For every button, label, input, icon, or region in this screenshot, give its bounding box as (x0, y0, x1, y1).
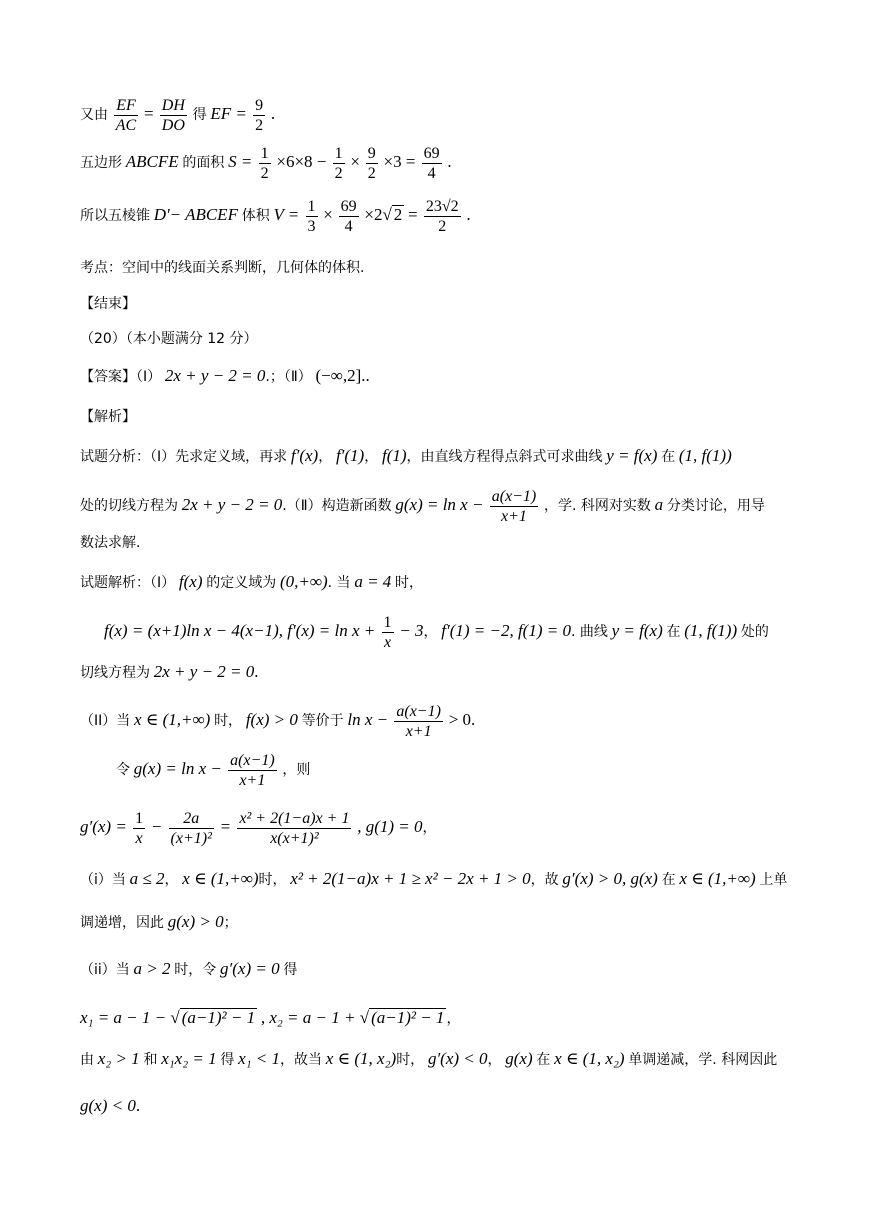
denominator: AC (115, 116, 137, 134)
math: g′(x) = (80, 817, 132, 837)
denominator: x(x+1)² (237, 828, 351, 848)
fraction (333, 145, 345, 182)
math: f′(1) (335, 446, 365, 465)
math: × (350, 152, 360, 172)
numerator: 23√2 (425, 198, 459, 215)
text: 切线方程为 (80, 665, 150, 681)
numerator: 69 (340, 198, 357, 215)
text: （i）当 (80, 872, 126, 888)
text: 得 (220, 1052, 235, 1068)
denominator: 2 (424, 216, 461, 236)
fraction (424, 198, 461, 235)
line-part2-3 (80, 810, 436, 847)
fraction (366, 145, 378, 182)
math: , x₂ = a − 1 + (260, 1008, 360, 1027)
text: 时， (396, 1052, 425, 1068)
text: 【答案】（Ⅰ） (80, 369, 162, 385)
math: a > 2 (133, 959, 171, 978)
math: √ (359, 1008, 370, 1027)
text: ，由直线方程得点斜式可求曲线 (406, 449, 603, 465)
denominator: x (133, 828, 145, 848)
text: 体积 (241, 208, 270, 225)
math: × (323, 205, 333, 225)
math: f′(1) = −2, f(1) = 0 (441, 621, 571, 641)
numerator: 1 (307, 198, 316, 215)
numerator: 1 (260, 145, 269, 162)
text: ， (422, 820, 437, 837)
numerator: 9 (367, 145, 376, 162)
math: ×3 = (383, 152, 420, 172)
denominator: (x+1)² (170, 829, 212, 847)
denominator: 4 (339, 216, 359, 236)
denominator: 3 (307, 217, 316, 235)
text: 处的切线方程为 (80, 498, 178, 515)
text: ， (364, 449, 379, 465)
text: ，学. 科网对实数 (544, 498, 651, 515)
line-pentagon-area (80, 145, 452, 182)
math: g(x) < 0 (80, 1096, 136, 1115)
text: 五边形 (80, 155, 122, 172)
line-solution-2 (104, 614, 769, 651)
math: a = 4 (354, 572, 392, 591)
text: . (135, 1096, 141, 1115)
line-case-i (80, 870, 787, 888)
denominator: 2 (367, 164, 376, 182)
math: ABCFE (125, 152, 179, 172)
math: ln x − (347, 710, 393, 730)
numerator: 9 (255, 97, 264, 114)
text: . (254, 662, 259, 681)
fraction (339, 198, 359, 235)
denominator: x (382, 632, 394, 652)
text: （II）当 (80, 713, 131, 730)
text: 单调递减，学. 科网因此 (628, 1052, 778, 1068)
sqrt-radicand: (a−1)² − 1 (371, 1008, 445, 1027)
numerator: 2a (183, 810, 200, 827)
line-analysis-3: 数法求解. (80, 535, 141, 551)
text: ，故当 (280, 1052, 323, 1068)
math: √ (382, 205, 392, 225)
line-analysis-1 (80, 447, 732, 465)
text: 得 (283, 962, 298, 978)
text: ， (446, 1011, 461, 1027)
text: 的定义域为 (206, 575, 277, 591)
math: D'− ABCEF (153, 205, 238, 225)
math: . (270, 104, 276, 124)
denominator: 2 (334, 164, 343, 182)
text: 处的 (740, 624, 769, 641)
text: ， (318, 449, 333, 465)
math: x₁ < 1 (238, 1049, 281, 1068)
math: 2x + y − 2 = 0 (164, 366, 266, 385)
math: (0,+∞) (279, 572, 328, 591)
numerator: a(x−1) (396, 703, 441, 720)
fraction (114, 97, 138, 134)
text: 在 (661, 872, 676, 888)
line-end-marker: 【结束】 (80, 296, 136, 312)
text: .. (361, 366, 370, 385)
denominator: 2 (260, 164, 269, 182)
text: . 曲线 (570, 624, 608, 641)
text: 时， (395, 575, 424, 591)
text: 令 (116, 762, 130, 779)
line-solution-3 (80, 663, 259, 681)
text: 分类讨论，用导 (666, 498, 765, 515)
text: ， (164, 872, 179, 888)
text: 上单 (759, 872, 788, 888)
math: x ∈ (1,+∞) (134, 710, 211, 730)
numerator: 1 (135, 810, 144, 827)
math: x ∈ (1, x₂) (554, 1049, 625, 1068)
text: 和 (143, 1052, 158, 1068)
line-conclusion (80, 1050, 777, 1068)
math: f′(x) (290, 446, 319, 465)
math: g(x) (505, 1049, 533, 1068)
math: ×6×8 − (276, 152, 331, 172)
math: (1, f(1)) (684, 621, 738, 641)
text: 等价于 (301, 713, 344, 730)
math: g(x) = ln x − (395, 495, 488, 515)
line-final (80, 1097, 140, 1115)
fraction (133, 810, 145, 847)
denominator: 4 (422, 163, 442, 183)
text: .（Ⅱ）构造新函数 (282, 498, 392, 515)
text: . 当 (327, 575, 351, 591)
text: 时， (214, 713, 243, 730)
fraction (160, 97, 187, 134)
math: x ∈ (1, x₂) (325, 1049, 397, 1068)
math: . (466, 205, 471, 225)
numerator: DH (161, 97, 185, 114)
line-part2-2 (116, 752, 310, 789)
text: ， (487, 1052, 502, 1068)
math: EF = (210, 104, 252, 124)
line-case-ii (80, 960, 297, 978)
fraction (394, 703, 443, 740)
math: g′(x) < 0 (427, 1049, 488, 1068)
fraction (259, 145, 271, 182)
denominator: x+1 (228, 770, 277, 790)
line-analysis-2 (80, 488, 765, 525)
text: 在 (666, 624, 681, 641)
fraction (382, 614, 394, 651)
text: 又由 (80, 107, 108, 124)
numerator: x² + 2(1−a)x + 1 (239, 810, 350, 827)
math: x₂ > 1 (97, 1049, 140, 1068)
math: V = (273, 205, 304, 225)
line-case-i-2 (80, 913, 238, 931)
text: 在 (661, 449, 676, 465)
math: y = f(x) (611, 621, 663, 641)
text: 试题解析：（Ⅰ） (80, 575, 176, 591)
text: 试题分析：（Ⅰ）先求定义域，再求 (80, 449, 288, 465)
math: f(1) (381, 446, 407, 465)
line-knowledge-point: 考点：空间中的线面关系判断，几何体的体积. (80, 260, 365, 276)
numerator: a(x−1) (230, 752, 275, 769)
text: 的面积 (182, 155, 225, 172)
line-part2-1 (80, 703, 475, 740)
text: （ii）当 (80, 962, 130, 978)
math: 2x + y − 2 = 0 (153, 662, 255, 681)
text: ，则 (282, 762, 311, 779)
math: (1, f(1)) (678, 446, 732, 465)
text: 所以五棱锥 (80, 208, 150, 225)
math: f(x) > 0 (245, 710, 298, 730)
line-answer (80, 367, 370, 385)
numerator: 69 (423, 145, 440, 162)
math: = (143, 104, 158, 124)
denominator: 2 (255, 116, 264, 134)
math: y = f(x) (606, 446, 658, 465)
denominator: x+1 (490, 506, 539, 526)
math: 2x + y − 2 = 0 (181, 495, 283, 515)
math: x₁x₂ = 1 (161, 1049, 217, 1068)
fraction (253, 97, 265, 134)
numerator: 1 (383, 614, 392, 631)
numerator: a(x−1) (491, 488, 537, 505)
text: 在 (536, 1052, 551, 1068)
math: g(x) > 0 (167, 912, 224, 931)
fraction (237, 810, 351, 847)
line-analysis-header: 【解析】 (80, 409, 136, 425)
math: g′(x) > 0, g(x) (562, 869, 658, 888)
text: 调递增，因此 (80, 915, 164, 931)
line-ef-ratio (80, 97, 275, 134)
math: a ≤ 2 (129, 869, 165, 888)
numerator: EF (116, 97, 136, 114)
math: − 3 (399, 621, 424, 641)
text: 时，令 (174, 962, 217, 978)
fraction (306, 198, 318, 235)
math: (−∞,2] (315, 366, 362, 385)
text: ； (223, 915, 238, 931)
math: S = (228, 152, 257, 172)
math: g(x) = ln x − (133, 759, 227, 779)
math: f(x) = (x+1)ln x − 4(x−1), f′(x) = ln x + (104, 621, 380, 641)
line-question-20: （20）（本小题满分 12 分） (80, 331, 258, 347)
math: ×2 (364, 205, 383, 225)
text: 由 (80, 1052, 94, 1068)
math: x ∈ (1,+∞) (679, 869, 756, 888)
math: − (150, 817, 167, 837)
denominator: DO (161, 116, 185, 134)
text: ，故 (530, 872, 559, 888)
math: g′(x) = 0 (220, 959, 280, 978)
fraction (422, 145, 442, 182)
line-roots (80, 1008, 460, 1027)
fraction (228, 752, 277, 789)
math: = (219, 817, 236, 837)
math: . (447, 152, 452, 172)
math: x ∈ (1,+∞) (182, 869, 259, 888)
sqrt-radicand: 2 (393, 205, 403, 225)
math: > 0. (448, 710, 476, 730)
fraction (169, 810, 214, 847)
math: x₁ = a − 1 − (80, 1008, 171, 1027)
text: ， (423, 624, 438, 641)
sqrt-radicand: (a−1)² − 1 (181, 1008, 256, 1027)
math: , g(1) = 0 (357, 817, 423, 837)
math: a (654, 495, 664, 515)
fraction (490, 488, 539, 525)
math: x² + 2(1−a)x + 1 ≥ x² − 2x + 1 > 0 (290, 869, 531, 888)
line-pyramid-volume (80, 198, 471, 235)
math: = (408, 205, 422, 225)
text: 得 (192, 107, 207, 124)
text: 时， (258, 872, 287, 888)
line-solution-1 (80, 573, 423, 591)
math: f(x) (178, 572, 203, 591)
text: .；（Ⅱ） (265, 369, 312, 385)
math: √ (170, 1008, 180, 1027)
denominator: x+1 (394, 721, 443, 741)
numerator: 1 (334, 145, 343, 162)
